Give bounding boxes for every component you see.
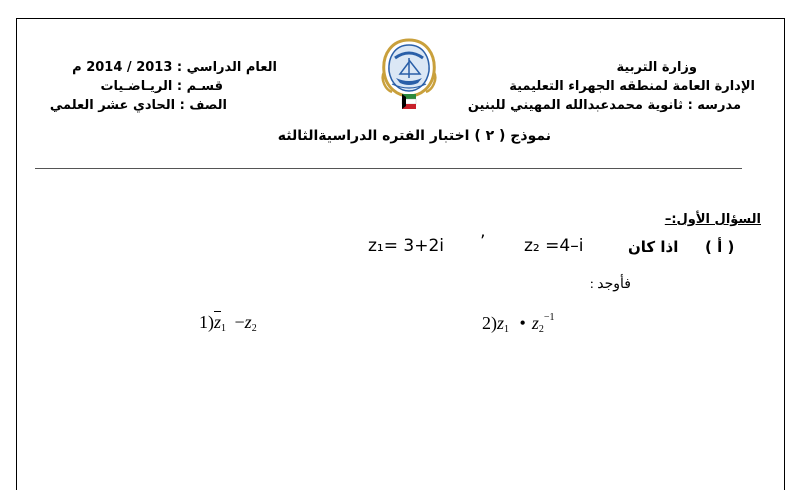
item-1-z1-index: 1	[221, 323, 227, 334]
item-2-z2-index: 2	[538, 324, 544, 335]
item-2-exponent: −1	[543, 312, 555, 323]
grade: الصف : الحادي عشر العلمي	[49, 98, 227, 113]
item-2-operator: •	[519, 313, 526, 333]
ministry-name: وزارة التربية	[616, 60, 697, 75]
z2-expression: z₂ =4–i	[524, 236, 584, 256]
item-1-operator: −	[234, 312, 245, 332]
given-word: اذا كان	[628, 238, 679, 256]
item-1-z2: z	[244, 312, 252, 332]
directorate-name: الإدارة العامة لمنطقه الجهراء التعليمية	[509, 79, 755, 94]
separator: ’	[480, 232, 486, 252]
question-title: السؤال الأول:–	[664, 212, 761, 227]
item-2-z2: z	[531, 313, 539, 333]
department: قسـم : الريـاضـيات	[100, 79, 223, 94]
item-2-z1-index: 1	[504, 324, 510, 335]
item-1-z2-index: 2	[251, 323, 257, 334]
item-1-number: 1)	[199, 312, 214, 332]
exam-title: نموذج ( ٢ ) اختبار الفتره الدراسيةالثالثه	[277, 128, 551, 144]
item-1-expression	[199, 312, 257, 334]
school-name: مدرسه : ثانوية محمدعبدالله المهيني للبنين	[467, 98, 741, 113]
academic-year: العام الدراسي : 2013 / 2014 م	[72, 60, 277, 75]
item-2-expression	[482, 312, 554, 335]
item-2-number: 2)	[482, 313, 497, 333]
item-2-z1: z	[497, 313, 505, 333]
z1-expression: z₁= 3+2i	[368, 236, 444, 256]
find-label: فأوجد :	[589, 277, 631, 292]
header-divider	[35, 168, 742, 169]
part-label: ( أ )	[705, 238, 735, 256]
item-1-z1-conjugate: $\overline{z}$	[214, 312, 222, 332]
kuwait-emblem-icon	[378, 36, 440, 114]
